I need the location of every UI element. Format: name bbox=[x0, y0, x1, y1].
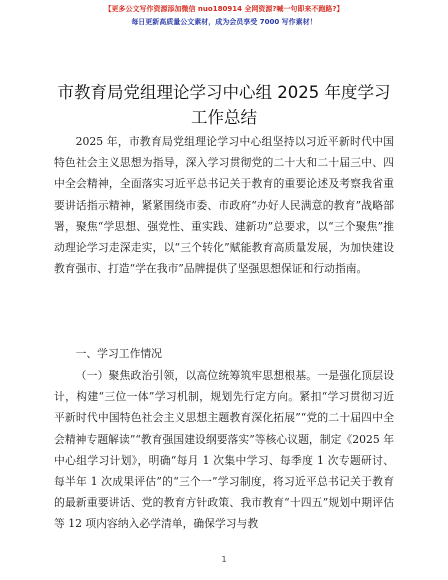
page-number: 1 bbox=[221, 555, 227, 564]
intro-paragraph: 2025 年，市教育局党组理论学习中心组坚持以习近平新时代中国特色社会主义思想为指导，深入学习贯彻党的二十大和二十届三中、四中全会精神，全面落实习近平总书记关于教育的重要论述及考察我省重要讲话指示精神，紧紧围绕市委、市政府“办好人民满意的教育”战略部署，聚焦“学思想、强党性、重实践、建新功”总要求，以“三个聚焦”推动理论学习走深走实，以“三个转化”赋能教育高质量发展，为加快建设教育强市、打造“学在我市”品牌提供了坚强思想保证和行动指南。 bbox=[54, 135, 394, 276]
promo-banner-line-1: 【更多公文写作资源添加微信 nuo180914 全网资源?喊一句即来不跑路?】 bbox=[104, 5, 344, 13]
section-paragraph: （一）聚焦政治引领，以高位统筹筑牢思想根基。一是强化顶层设计，构建“三位一体”学习机制，规划先行定方向。紧扣“学习贯彻习近平新时代中国特色社会主义思想主题教育深化拓展”“党的二十届四中全会精神专题解读”“教育强国建设纲要落实”等核心议题，制定《2025 年中心组学习计划》，明确“每月 1 次集中学习、每季度 1 次专题研讨、每半年 1 次成果评估”的“三个一”学习制度，将习近平总书记关于教育的最新重要讲话、党的教育方针政策、我市教育“十四五”规划中期评估等 12 项内容纳入必学清单，确保学习与教 bbox=[54, 369, 394, 531]
section-heading: 一、学习工作情况 bbox=[75, 347, 162, 360]
promo-banner-line-2: 每日更新高质量公文素材，成为会员享受 7000 写作素材！ bbox=[131, 18, 317, 26]
document-title: 市教育局党组理论学习中心组 2025 年度学习工作总结 bbox=[57, 83, 391, 127]
